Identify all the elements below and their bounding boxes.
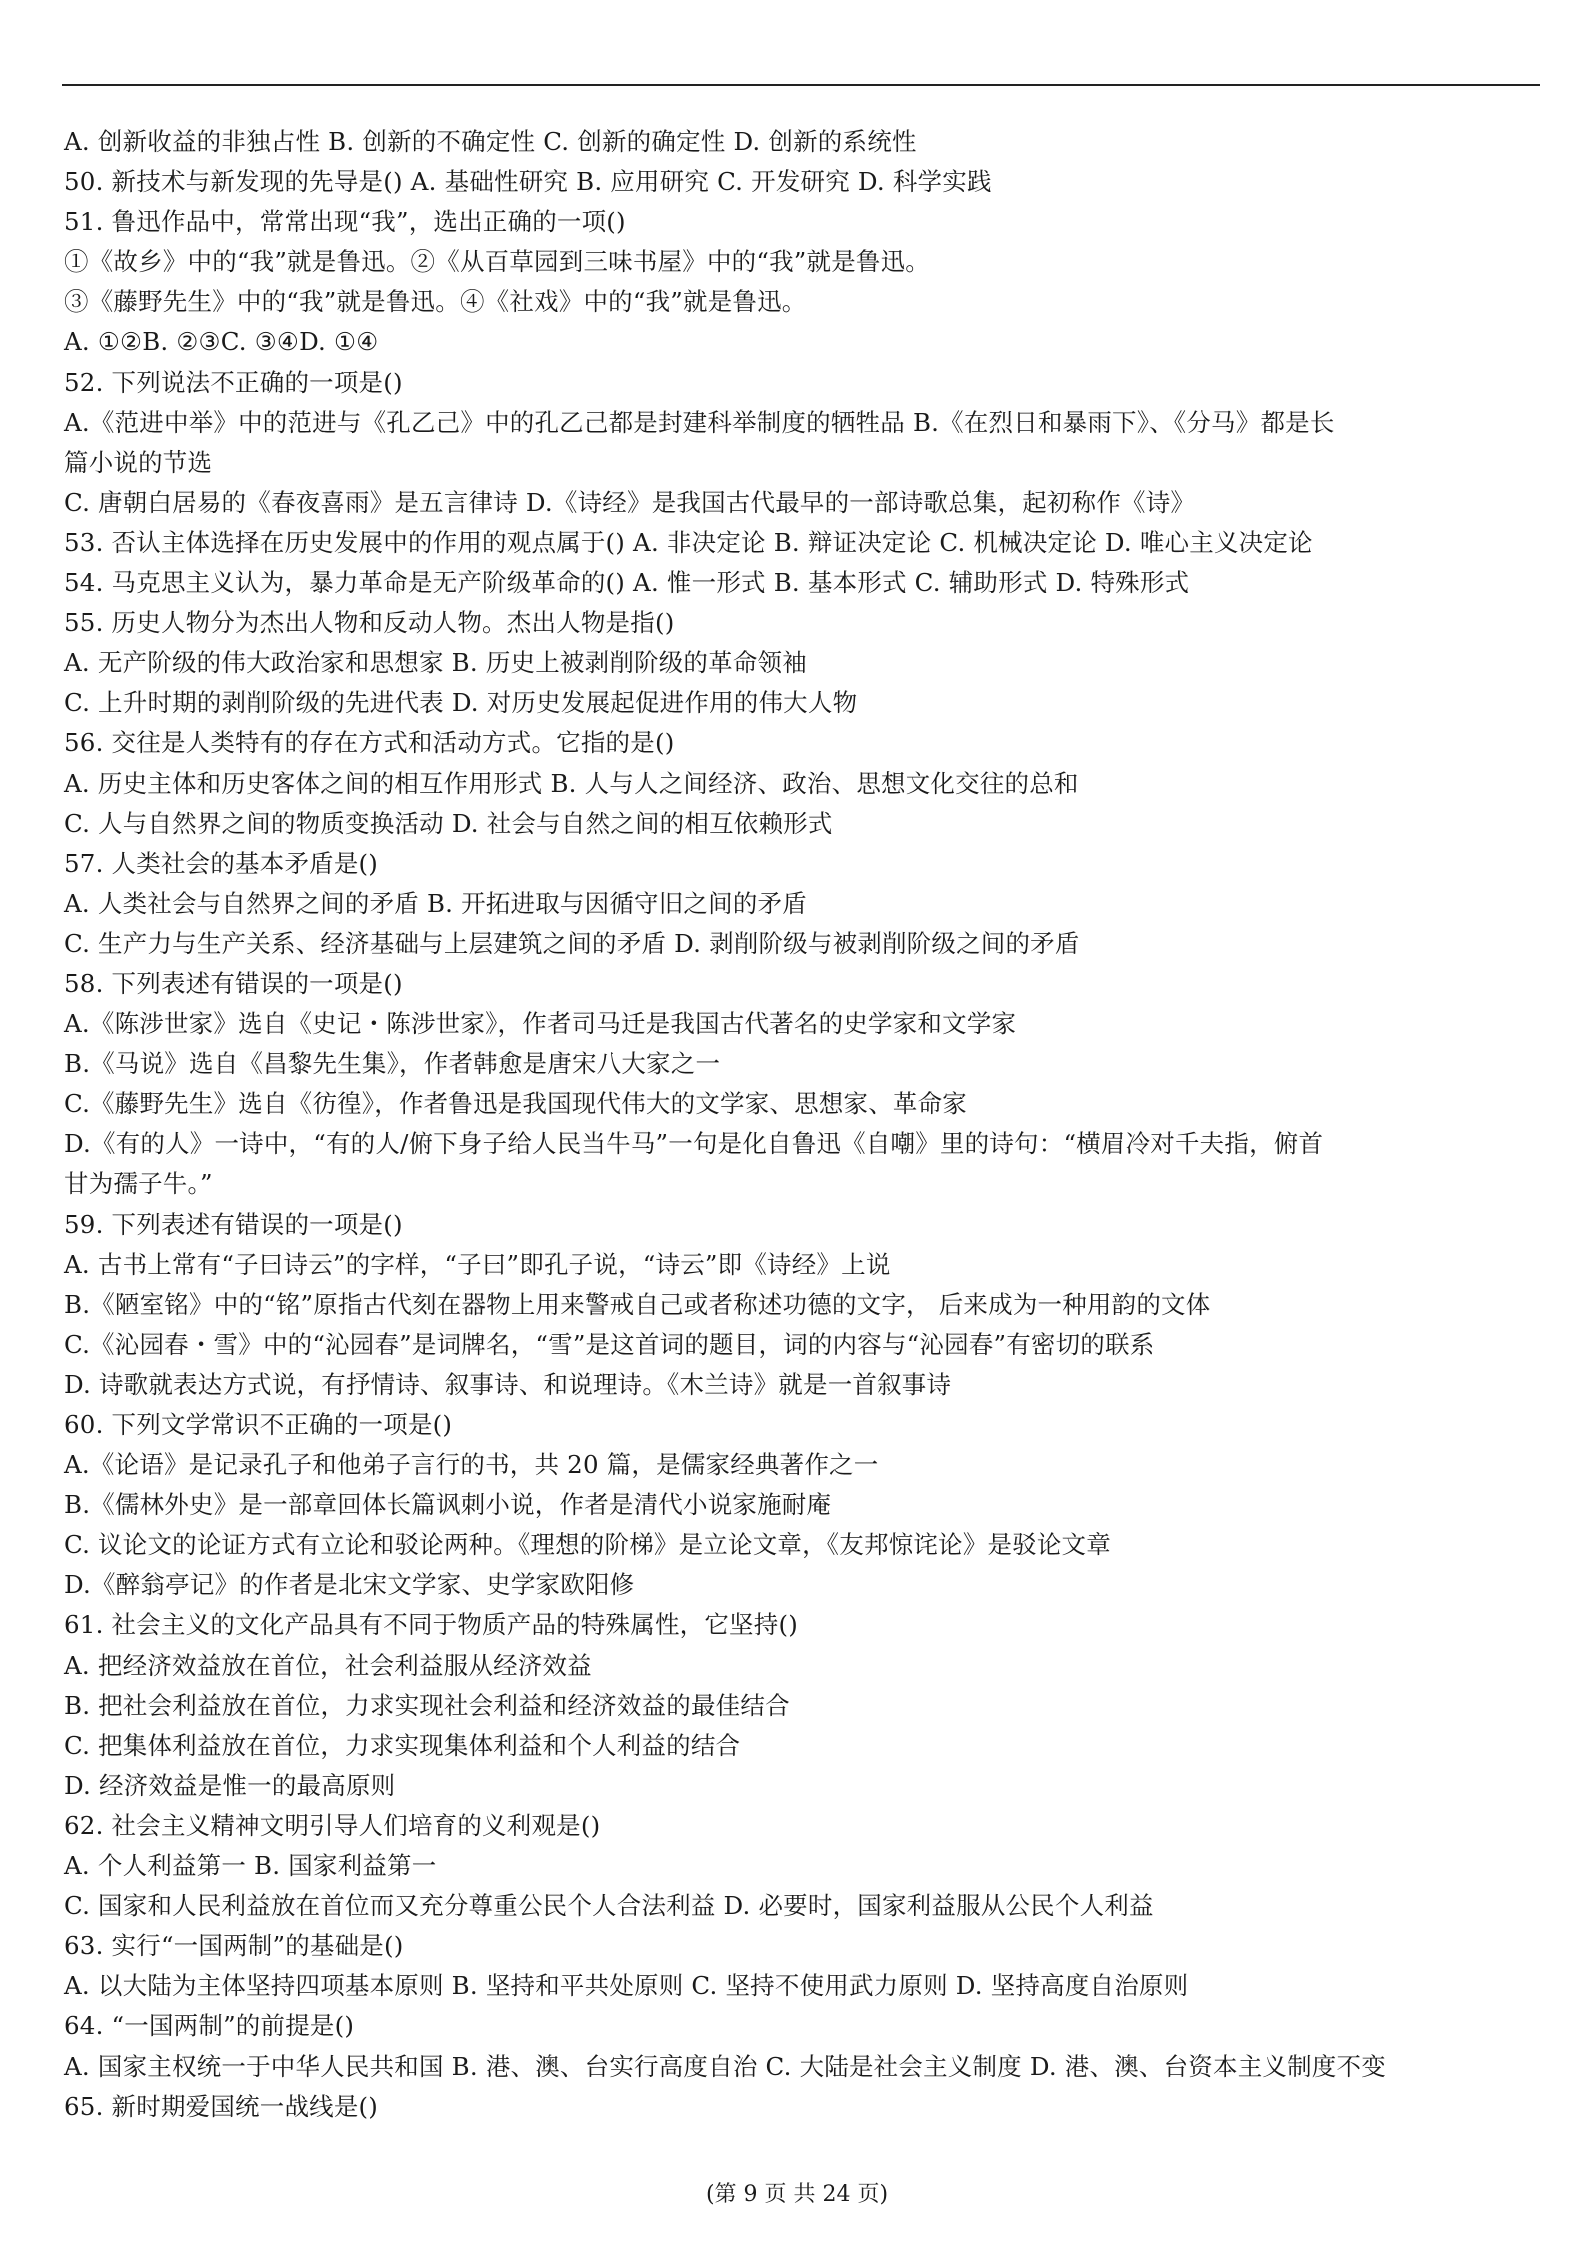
- text-line: 58. 下列表述有错误的一项是(): [64, 968, 403, 998]
- text-line: D. 经济效益是惟一的最高原则: [64, 1770, 396, 1800]
- header-rule: [62, 84, 1540, 86]
- text-line: A. 把经济效益放在首位，社会利益服从经济效益: [64, 1650, 592, 1680]
- text-line: C. 把集体利益放在首位，力求实现集体利益和个人利益的结合: [64, 1730, 741, 1760]
- text-line: 55. 历史人物分为杰出人物和反动人物。杰出人物是指(): [64, 608, 675, 638]
- text-line: C. 生产力与生产关系、经济基础与上层建筑之间的矛盾 D. 剥削阶级与被剥削阶级之间的矛盾: [64, 928, 1080, 958]
- text-line: C. 上升时期的剥削阶级的先进代表 D. 对历史发展起促进作用的伟大人物: [64, 688, 858, 718]
- page-number-footer: (第 9 页 共 24 页): [705, 2182, 889, 2207]
- text-line: 64. “一国两制”的前提是(): [64, 2011, 355, 2041]
- text-line: A. 无产阶级的伟大政治家和思想家 B. 历史上被剥削阶级的革命领袖: [64, 648, 807, 678]
- text-line: 63. 实行“一国两制”的基础是(): [64, 1931, 404, 1961]
- text-line: 52. 下列说法不正确的一项是(): [64, 367, 403, 397]
- text-line: 65. 新时期爱国统一战线是(): [64, 2091, 379, 2121]
- text-line: B.《儒林外史》是一部章回体长篇讽刺小说，作者是清代小说家施耐庵: [64, 1490, 832, 1520]
- text-line: A. ①②B. ②③C. ③④D. ①④: [64, 327, 379, 357]
- text-line: 甘为孺子牛。”: [64, 1169, 213, 1199]
- text-line: C. 人与自然界之间的物质变换活动 D. 社会与自然之间的相互依赖形式: [64, 808, 833, 838]
- text-line: C. 唐朝白居易的《春夜喜雨》是五言律诗 D.《诗经》是我国古代最早的一部诗歌总集，起初称作《诗》: [64, 487, 1196, 517]
- text-line: C.《藤野先生》选自《彷徨》，作者鲁迅是我国现代伟大的文学家、思想家、革命家: [64, 1089, 968, 1119]
- text-line: ①《故乡》中的“我”就是鲁迅。②《从百草园到三味书屋》中的“我”就是鲁迅。: [64, 247, 930, 277]
- text-line: 51. 鲁迅作品中，常常出现“我”，选出正确的一项(): [64, 207, 626, 237]
- text-line: 60. 下列文学常识不正确的一项是(): [64, 1410, 453, 1439]
- text-line: B.《马说》选自《昌黎先生集》，作者韩愈是唐宋八大家之一: [64, 1049, 721, 1079]
- text-line: 57. 人类社会的基本矛盾是(): [64, 848, 379, 878]
- text-line: A.《论语》是记录孔子和他弟子言行的书，共 20 篇，是儒家经典著作之一: [64, 1450, 879, 1480]
- text-line: D.《醉翁亭记》的作者是北宋文学家、史学家欧阳修: [64, 1570, 635, 1600]
- document-body: [64, 122, 1542, 2127]
- text-line: 54. 马克思主义认为，暴力革命是无产阶级革命的() A. 惟一形式 B. 基本形式 C. 辅助形式 D. 特殊形式: [64, 568, 1190, 598]
- text-line: 50. 新技术与新发现的先导是() A. 基础性研究 B. 应用研究 C. 开发研究 D. 科学实践: [64, 167, 992, 197]
- text-line: A. 古书上常有“子曰诗云”的字样，“子曰”即孔子说，“诗云”即《诗经》上说: [64, 1249, 891, 1279]
- text-line: A. 历史主体和历史客体之间的相互作用形式 B. 人与人之间经济、政治、思想文化交往的总和: [64, 768, 1079, 798]
- text-line: D.《有的人》一诗中，“有的人/俯下身子给人民当牛马”一句是化自鲁迅《自嘲》里的诗句：“横眉冷对千夫指，俯首: [64, 1129, 1324, 1159]
- text-line: 56. 交往是人类特有的存在方式和活动方式。它指的是(): [64, 728, 675, 758]
- text-line: A. 以大陆为主体坚持四项基本原则 B. 坚持和平共处原则 C. 坚持不使用武力原则 D. 坚持高度自治原则: [64, 1971, 1189, 2001]
- text-line: C. 国家和人民利益放在首位而又充分尊重公民个人合法利益 D. 必要时，国家利益服从公民个人利益: [64, 1891, 1154, 1921]
- text-line: D. 诗歌就表达方式说，有抒情诗、叙事诗、和说理诗。《木兰诗》就是一首叙事诗: [64, 1369, 952, 1399]
- text-line: 篇小说的节选: [64, 447, 213, 477]
- text-line: A. 人类社会与自然界之间的矛盾 B. 开拓进取与因循守旧之间的矛盾: [64, 888, 807, 918]
- text-line: B. 把社会利益放在首位，力求实现社会利益和经济效益的最佳结合: [64, 1690, 790, 1720]
- text-line: A.《陈涉世家》选自《史记・陈涉世家》，作者司马迁是我国古代著名的史学家和文学家: [64, 1009, 1017, 1039]
- text-line: 61. 社会主义的文化产品具有不同于物质产品的特殊属性，它坚持(): [64, 1610, 798, 1640]
- text-line: 59. 下列表述有错误的一项是(): [64, 1209, 403, 1239]
- text-line: 53. 否认主体选择在历史发展中的作用的观点属于() A. 非决定论 B. 辩证决定论 C. 机械决定论 D. 唯心主义决定论: [64, 527, 1313, 557]
- text-line: ③《藤野先生》中的“我”就是鲁迅。④《社戏》中的“我”就是鲁迅。: [64, 287, 807, 317]
- text-line: A. 个人利益第一 B. 国家利益第一: [64, 1851, 437, 1881]
- text-line: A. 创新收益的非独占性 B. 创新的不确定性 C. 创新的确定性 D. 创新的系统性: [64, 127, 917, 156]
- text-line: C.《沁园春・雪》中的“沁园春”是词牌名，“雪”是这首词的题目，词的内容与“沁园春”有密切的联系: [64, 1329, 1155, 1359]
- text-line: 62. 社会主义精神文明引导人们培育的义利观是(): [64, 1810, 601, 1840]
- text-line: A. 国家主权统一于中华人民共和国 B. 港、澳、台实行高度自治 C. 大陆是社会主义制度 D. 港、澳、台资本主义制度不变: [64, 2051, 1386, 2081]
- text-line: C. 议论文的论证方式有立论和驳论两种。《理想的阶梯》是立论文章，《友邦惊诧论》是驳论文章: [64, 1530, 1111, 1560]
- text-line: B.《陋室铭》中的“铭”原指古代刻在器物上用来警戒自己或者称述功德的文字， 后来成为一种用韵的文体: [64, 1289, 1211, 1319]
- text-line: A.《范进中举》中的范进与《孔乙己》中的孔乙己都是封建科举制度的牺牲品 B.《在烈日和暴雨下》、《分马》都是长: [64, 407, 1335, 437]
